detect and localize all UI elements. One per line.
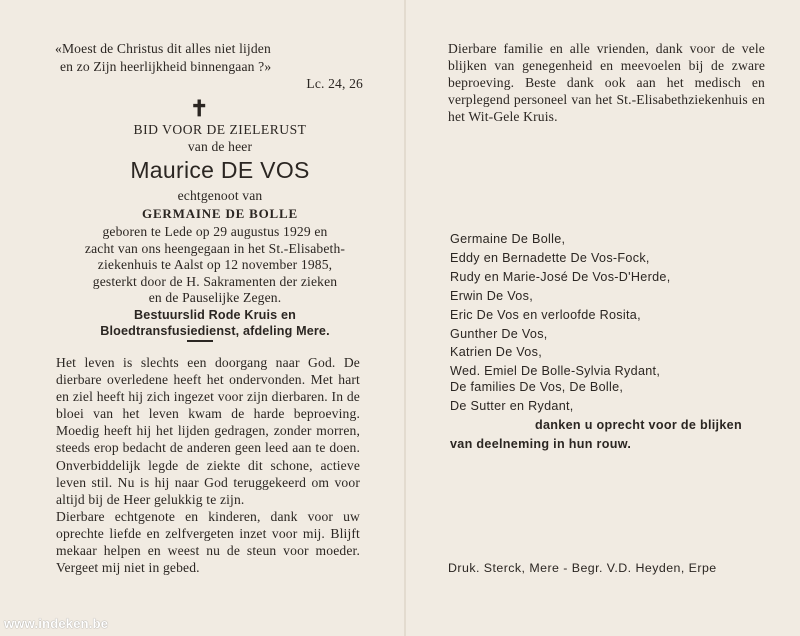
bio-line: zacht van ons heengegaan in het St.-Elisabeth- (84, 240, 346, 256)
family-member: Eric De Vos en verloofde Rosita, (450, 307, 641, 322)
family-member: Katrien De Vos, (450, 345, 543, 360)
family-member: Erwin De Vos, (450, 288, 533, 303)
family-member: Gunther De Vos, (450, 326, 548, 341)
closing-line: van deelneming in hun rouw. (450, 436, 632, 451)
van-de-heer: van de heer (187, 139, 253, 154)
site-watermark: www.indeken.be (4, 616, 109, 631)
memorial-text (56, 354, 360, 576)
quote-reference: Lc. 24, 26 (306, 76, 363, 92)
memorial-paragraph: Dierbare echtgenote en kinderen, dank voor uw oprechte liefde en zelfvergeten inzet voor mij. Blijft mekaar helpen en weest nu de steun voor moeder. Vergeet mij niet in gebed. (56, 508, 360, 576)
families-line: De Sutter en Rydant, (450, 398, 574, 413)
family-member: Rudy en Marie-José De Vos-D'Herde, (450, 269, 671, 284)
spouse-name: GERMAINE DE BOLLE (142, 206, 298, 221)
bio-bold-line: Bloedtransfusiedienst, afdeling Mere. (100, 324, 330, 338)
bio-bold-line: Bestuurslid Rode Kruis en (134, 307, 296, 322)
memorial-paragraph: Het leven is slechts een doorgang naar God. De dierbare overledene heeft het ondervonden. Met hart en ziel heeft hij zich ingezet voor zijn dierbaren. In de bloei van het leven kwam de harde beproeving. Moedig heeft hij het lijden gedragen, zonder morren, steeds erop bedacht de anderen geen leed aan te doen. Onverbiddelijk legde de ziekte dit schone, actieve leven stil. Nu is hij naar God teruggekeerd om voor altijd bij de Heer gelukkig te zijn. (56, 355, 360, 507)
families-closing (450, 378, 770, 454)
quote-line: «Moest de Christus dit alles niet lijden (55, 41, 271, 56)
spouse-intro: echtgenoot van (177, 188, 263, 203)
cross-icon: ✝ (190, 96, 209, 121)
family-member: Eddy en Bernadette De Vos-Fock, (450, 250, 650, 265)
deceased-name: Maurice DE VOS (130, 157, 310, 183)
bio-line: geboren te Lede op 29 augustus 1929 en (102, 224, 328, 239)
family-member: Germaine De Bolle, (450, 232, 566, 246)
thanks-paragraph: Dierbare familie en alle vrienden, dank voor de vele blijken van genegenheid en meevoelen bij de zware beproeving. Beste dank ook aan het medisch en verplegend personeel van het St.-Elisabethziekenhuis en het Wit-Gele Kruis. (448, 41, 765, 124)
family-member: Wed. Emiel De Bolle-Sylvia Rydant, (450, 364, 661, 379)
biography (60, 224, 370, 340)
prayer-title: BID VOOR DE ZIELERUST (133, 122, 307, 137)
separator-rule (187, 340, 213, 342)
family-list (450, 230, 770, 381)
bio-line: en de Pauselijke Zegen. (148, 290, 282, 305)
bio-line: gesterkt door de H. Sakramenten der zieken (92, 273, 338, 289)
closing-line: danken u oprecht voor de blijken (535, 417, 742, 432)
bio-line: ziekenhuis te Aalst op 12 november 1985, (97, 257, 333, 272)
card-fold (404, 0, 406, 636)
thanks-text (448, 40, 765, 125)
families-line: De families De Vos, De Bolle, (450, 380, 624, 394)
quote-line: en zo Zijn heerlijkheid binnengaan ?» (60, 58, 272, 74)
printer-credit: Druk. Sterck, Mere - Begr. V.D. Heyden, Erpe (448, 561, 717, 575)
bible-quote (55, 40, 365, 93)
